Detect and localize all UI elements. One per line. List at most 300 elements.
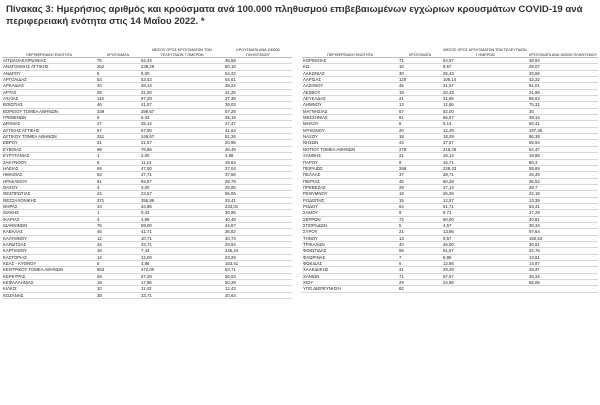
cases-cell: 37 <box>398 172 442 178</box>
cases-cell: 38 <box>96 292 140 298</box>
region-name-cell: ΖΑΚΥΝΘΟΥ <box>2 159 96 165</box>
cases-per-100k-cell: 44,67 <box>224 222 292 228</box>
cases-cell: 9 <box>398 159 442 165</box>
region-name-cell: ΑΝΑΤΟΛΙΚΗΣ ΑΤΤΙΚΗΣ <box>2 64 96 70</box>
region-name-cell: ΔΥΤΙΚΟΥ ΤΟΜΕΑ ΑΘΗΝΩΝ <box>2 134 96 140</box>
cases-per-100k-cell: 18,88 <box>528 153 598 159</box>
cases-cell: 21 <box>398 229 442 235</box>
cases-cell: 29 <box>398 280 442 286</box>
cases-per-100k-cell: 45,34 <box>528 273 598 279</box>
cases-per-100k-cell: 246,24 <box>224 248 292 254</box>
cases-per-100k-cell: 39,03 <box>224 102 292 108</box>
cases-per-100k-cell: 37,04 <box>224 165 292 171</box>
cases-cell: 24 <box>96 191 140 197</box>
region-name-cell: ΤΗΝΟΥ <box>302 235 398 241</box>
region-name-cell: ΕΒΡΟΥ <box>2 140 96 146</box>
cases-per-100k-cell: 38,34 <box>528 222 598 228</box>
seven-day-average-cell: 472,00 <box>140 267 224 273</box>
cases-cell: 64 <box>398 203 442 209</box>
cases-cell: 31 <box>398 267 442 273</box>
seven-day-average-cell: 13,86 <box>442 229 528 235</box>
seven-day-average-cell: 51,57 <box>442 248 528 254</box>
column-header-region: ΠΕΡΙΦΕΡΕΙΑΚΗ ΕΝΟΤΗΤΑ <box>2 40 96 58</box>
region-name-cell: ΘΗΡΑΣ <box>2 203 96 209</box>
column-header-cases-per-100k: ΚΡΟΥΣΜΑΤΑ ΑΝΑ 100000 ΠΛΗΘΥΣΜΟΥ <box>224 40 292 58</box>
cases-cell: 7 <box>398 254 442 260</box>
region-name-cell: ΘΑΣΟΥ <box>2 184 96 190</box>
cases-per-100k-cell: 25,19 <box>224 115 292 121</box>
cases-per-100k-cell: 13,39 <box>528 197 598 203</box>
seven-day-average-cell: 23,57 <box>140 191 224 197</box>
cases-cell: 4 <box>96 216 140 222</box>
cases-per-100k-cell: 88,63 <box>528 96 598 102</box>
region-name-cell: ΚΙΛΚΙΣ <box>2 286 96 292</box>
region-name-cell: ΥΠΟ ΔΙΕΡΕΥΝΗΣΗ <box>302 286 398 292</box>
seven-day-average-cell: 66,57 <box>442 115 528 121</box>
seven-day-average-cell: 12,29 <box>442 127 528 133</box>
seven-day-average-cell: 57,29 <box>140 273 224 279</box>
cases-per-100k-cell: 61,01 <box>528 83 598 89</box>
cases-per-100k-cell: 59,69 <box>528 165 598 171</box>
cases-cell: 1 <box>96 153 140 159</box>
seven-day-average-cell: 28,14 <box>140 83 224 89</box>
cases-per-100k-cell: 57,29 <box>224 108 292 114</box>
seven-day-average-cell: 27,14 <box>442 184 528 190</box>
seven-day-average-cell: 355,86 <box>140 197 224 203</box>
cases-cell: 30 <box>398 70 442 76</box>
cases-per-100k-cell: 30,95 <box>224 210 292 216</box>
region-name-cell: ΚΕΦΑΛΛΗΝΙΑΣ <box>2 280 96 286</box>
cases-per-100k-cell: 27,47 <box>224 121 292 127</box>
region-name-cell: ΙΩΑΝΝΙΝΩΝ <box>2 222 96 228</box>
cases-cell: 46 <box>96 102 140 108</box>
cases-per-100k-cell: 51,26 <box>224 134 292 140</box>
cases-cell: 252 <box>96 64 140 70</box>
cases-cell: 12 <box>96 254 140 260</box>
cases-per-100k-cell: 53,71 <box>224 267 292 273</box>
region-name-cell: ΚΟΡΙΝΘΙΑΣ <box>302 58 398 64</box>
region-name-cell: ΡΟΔΟΥ <box>302 203 398 209</box>
cases-per-100k-cell: 4,98 <box>224 153 292 159</box>
region-name-cell: ΝΗΣΩΝ <box>302 140 398 146</box>
cases-per-100k-cell: 86,38 <box>528 134 598 140</box>
region-name-cell: ΤΡΙΚΑΛΩΝ <box>302 241 398 247</box>
seven-day-average-cell: 21,86 <box>442 96 528 102</box>
seven-day-average-cell: 4,86 <box>140 216 224 222</box>
cases-cell: 19 <box>398 191 442 197</box>
seven-day-average-cell: 53,43 <box>140 77 224 83</box>
region-name-cell: ΒΟΙΩΤΙΑΣ <box>2 102 96 108</box>
seven-day-average-cell: 3,86 <box>140 261 224 267</box>
cases-per-100k-cell: 55,06 <box>224 191 292 197</box>
seven-day-average-cell: 9,57 <box>442 235 528 241</box>
region-name-cell: ΙΘΑΚΗΣ <box>2 210 96 216</box>
region-name-cell: ΑΡΓΟΛΙΔΑΣ <box>2 77 96 83</box>
cases-per-100k-cell: 29,07 <box>528 64 598 70</box>
region-name-cell: ΚΕΝΤΡΙΚΟΥ ΤΟΜΕΑ ΑΘΗΝΩΝ <box>2 267 96 273</box>
cases-per-100k-cell: 50,10 <box>224 64 292 70</box>
cases-per-100k-cell: 48,94 <box>528 58 598 64</box>
cases-cell: 13 <box>398 235 442 241</box>
cases-per-100k-cell: 33,66 <box>528 70 598 76</box>
cases-per-100k-cell: 34,76 <box>528 248 598 254</box>
left-data-table <box>2 40 292 299</box>
cases-cell: 55 <box>398 248 442 254</box>
region-name-cell: ΛΑΡΙΣΑΣ <box>302 77 398 83</box>
region-name-cell: ΗΡΑΚΛΕΙΟΥ <box>2 178 96 184</box>
region-name-cell: ΑΧΑΪΑΣ <box>2 96 96 102</box>
cases-per-100k-cell: 48,7 <box>528 184 598 190</box>
seven-day-average-cell: 45,00 <box>442 241 528 247</box>
region-name-cell: ΦΘΙΩΤΙΔΑΣ <box>302 248 398 254</box>
seven-day-average-cell: 3,00 <box>140 184 224 190</box>
cases-per-100k-cell: 41,63 <box>224 127 292 133</box>
region-name-cell: ΣΑΜΟΥ <box>302 210 398 216</box>
seven-day-average-cell: 26,43 <box>442 70 528 76</box>
region-name-cell: ΧΙΟΥ <box>302 280 398 286</box>
seven-day-average-cell: 20,43 <box>442 89 528 95</box>
cases-cell: 18 <box>96 248 140 254</box>
right-data-table <box>302 40 598 293</box>
cases-cell: 120 <box>398 77 442 83</box>
region-name-cell: ΛΑΣΙΘΙΟΥ <box>302 83 398 89</box>
region-name-cell: ΠΑΡΟΥ <box>302 159 398 165</box>
region-name-cell: ΔΡΑΜΑΣ <box>2 121 96 127</box>
seven-day-average-cell: 7,43 <box>140 248 224 254</box>
region-name-cell: ΘΕΣΠΡΩΤΙΑΣ <box>2 191 96 197</box>
region-name-cell: ΠΙΕΡΙΑΣ <box>302 178 398 184</box>
cases-per-100k-cell: 28,37 <box>528 267 598 273</box>
region-name-cell: ΚΕΑΣ - ΚΥΘΝΟΥ <box>2 261 96 267</box>
seven-day-average-cell: 47,00 <box>140 165 224 171</box>
seven-day-average-cell: 245,57 <box>140 134 224 140</box>
cases-cell: 71 <box>398 273 442 279</box>
seven-day-average-cell: 106,14 <box>442 77 528 83</box>
cases-cell: 10 <box>398 64 442 70</box>
cases-per-100k-cell: 13,61 <box>528 254 598 260</box>
cases-per-100k-cell: 39,22 <box>224 83 292 89</box>
cases-per-100k-cell: 19,63 <box>224 159 292 165</box>
region-name-cell: ΡΟΔΟΠΗΣ <box>302 197 398 203</box>
cases-cell: 44 <box>96 203 140 209</box>
cases-per-100k-cell: 37,38 <box>224 96 292 102</box>
seven-day-average-cell: 12,86 <box>442 261 528 267</box>
cases-per-100k-cell: 52,47 <box>528 146 598 152</box>
cases-cell: 28 <box>398 184 442 190</box>
cases-cell: 1 <box>96 210 140 216</box>
cases-cell: 5 <box>96 70 140 76</box>
region-name-cell: ΣΥΡΟΥ <box>302 229 398 235</box>
seven-day-average-cell: 24,86 <box>442 280 528 286</box>
right-table-body <box>302 58 598 293</box>
seven-day-average-cell: 62,43 <box>140 58 224 64</box>
region-name-cell: ΜΗΛΟΥ <box>302 121 398 127</box>
region-name-cell: ΒΟΡΕΙΟΥ ΤΟΜΕΑ ΑΘΗΝΩΝ <box>2 108 96 114</box>
region-name-cell: ΞΑΝΘΗΣ <box>302 153 398 159</box>
cases-cell: 10 <box>96 286 140 292</box>
cases-cell: 31 <box>96 140 140 146</box>
column-header-region: ΠΕΡΙΦΕΡΕΙΑΚΗ ΕΝΟΤΗΤΑ <box>302 40 398 58</box>
region-name-cell: ΚΩ <box>302 64 398 70</box>
cases-cell: 8 <box>96 159 140 165</box>
cases-per-100k-cell: 26,49 <box>528 172 598 178</box>
seven-day-average-cell: 33,71 <box>140 241 224 247</box>
column-header-cases-per-100k: ΚΡΟΥΣΜΑΤΑ ΑΝΑ 100000 ΠΛΗΘΥΣΜΟΥ <box>528 40 598 58</box>
seven-day-average-cell: 41,57 <box>140 102 224 108</box>
cases-cell: 27 <box>96 121 140 127</box>
seven-day-average-cell: 12,86 <box>442 102 528 108</box>
column-header-seven-day-average: ΜΕΣΟΣ ΟΡΟΣ ΚΡΟΥΣΜΑΤΩΝ ΤΩΝ ΤΕΛΕΥΤΑΙΩΝ 7 ΗΜΕΡΩΝ <box>442 40 528 58</box>
cases-per-100k-cell: 30 <box>528 108 598 114</box>
cases-cell: 251 <box>96 134 140 140</box>
region-name-cell: ΧΑΝΙΩΝ <box>302 273 398 279</box>
region-name-cell: ΛΕΣΒΟΥ <box>302 89 398 95</box>
cases-per-100k-cell: 150,53 <box>528 235 598 241</box>
table-row <box>2 292 292 298</box>
cases-per-100k-cell: 27,29 <box>528 210 598 216</box>
cases-cell: 75 <box>96 222 140 228</box>
seven-day-average-cell: 78,86 <box>140 146 224 152</box>
cases-cell: 75 <box>96 58 140 64</box>
cases-per-100k-cell: 60,3 <box>528 159 598 165</box>
cases-cell: 21 <box>398 96 442 102</box>
region-name-cell: ΗΜΑΘΙΑΣ <box>2 172 96 178</box>
seven-day-average-cell: 50,29 <box>442 178 528 184</box>
cases-per-100k-cell: 46,49 <box>224 146 292 152</box>
cases-per-100k-cell <box>528 286 598 292</box>
region-name-cell: ΚΑΡΠΑΘΟΥ <box>2 248 96 254</box>
cases-per-100k-cell: 20,64 <box>224 292 292 298</box>
region-name-cell: ΚΑΡΔΙΤΣΑΣ <box>2 241 96 247</box>
region-name-cell: ΜΕΣΣΗΝΙΑΣ <box>302 115 398 121</box>
cases-per-100k-cell: 55,06 <box>528 280 598 286</box>
cases-cell: 9 <box>398 210 442 216</box>
seven-day-average-cell: 18,29 <box>442 134 528 140</box>
region-name-cell: ΜΑΓΝΗΣΙΑΣ <box>302 108 398 114</box>
cases-cell: 72 <box>398 216 442 222</box>
seven-day-average-cell: 5,14 <box>442 121 528 127</box>
cases-per-100k-cell: 14,87 <box>528 261 598 267</box>
seven-day-average-cell: 59,00 <box>140 222 224 228</box>
seven-day-average-cell: 11,43 <box>140 286 224 292</box>
seven-day-average-cell: 2,00 <box>140 153 224 159</box>
seven-day-average-cell: 64,57 <box>442 58 528 64</box>
cases-cell: 278 <box>398 146 442 152</box>
cases-cell: 116 <box>96 96 140 102</box>
cases-per-100k-cell: 30,51 <box>528 241 598 247</box>
cases-per-100k-cell: 29,79 <box>224 178 292 184</box>
region-name-cell: ΠΕΙΡΑΙΩΣ <box>302 165 398 171</box>
region-name-cell: ΦΛΩΡΙΝΑΣ <box>302 254 398 260</box>
cases-per-100k-cell: 58,94 <box>528 140 598 146</box>
cases-cell: 12 <box>96 235 140 241</box>
column-header-cases: ΚΡΟΥΣΜΑΤΑ <box>96 40 140 58</box>
seven-day-average-cell: 60,00 <box>442 216 528 222</box>
region-name-cell: ΜΥΚΟΝΟΥ <box>302 127 398 133</box>
seven-day-average-cell: 10,71 <box>140 235 224 241</box>
seven-day-average-cell: 12,00 <box>140 254 224 260</box>
table-row <box>302 286 598 292</box>
cases-per-100k-cell: 97,64 <box>528 229 598 235</box>
cases-per-100k-cell: 60,41 <box>528 121 598 127</box>
cases-per-100k-cell: 37,69 <box>224 172 292 178</box>
cases-per-100k-cell: 40,48 <box>224 216 292 222</box>
seven-day-average-cell: 92,57 <box>140 178 224 184</box>
seven-day-average-cell: 38,71 <box>442 172 528 178</box>
cases-per-100k-cell: 53,41 <box>528 203 598 209</box>
cases-per-100k-cell: 153,41 <box>224 261 292 267</box>
region-name-cell: ΔΥΤΙΚΗΣ ΑΤΤΙΚΗΣ <box>2 127 96 133</box>
cases-per-100k-cell: 36,82 <box>224 229 292 235</box>
seven-day-average-cell: 67,57 <box>442 273 528 279</box>
region-name-cell: ΠΡΕΒΕΖΑΣ <box>302 184 398 190</box>
seven-day-average-cell: 286,57 <box>140 108 224 114</box>
seven-day-average-cell: 218,29 <box>442 146 528 152</box>
region-name-cell: ΦΩΚΙΔΑΣ <box>302 261 398 267</box>
cases-cell: 45 <box>398 178 442 184</box>
region-name-cell: ΛΑΚΩΝΙΑΣ <box>302 70 398 76</box>
cases-per-100k-cell: 54,61 <box>224 77 292 83</box>
region-name-cell: ΧΑΛΚΙΔΙΚΗΣ <box>302 267 398 273</box>
cases-cell: 13 <box>398 102 442 108</box>
cases-per-100k-cell: 12,43 <box>224 286 292 292</box>
region-name-cell: ΣΠΟΡΑΔΩΝ <box>302 222 398 228</box>
cases-cell: 371 <box>96 197 140 203</box>
cases-cell: 339 <box>96 108 140 114</box>
region-name-cell: ΛΕΥΚΑΔΑΣ <box>302 96 398 102</box>
cases-cell: 19 <box>398 89 442 95</box>
cases-per-100k-cell: 29,05 <box>224 184 292 190</box>
column-header-cases: ΚΡΟΥΣΜΑΤΑ <box>398 40 442 58</box>
region-name-cell: ΚΕΡΚΥΡΑΣ <box>2 273 96 279</box>
cases-cell: 40 <box>398 241 442 247</box>
cases-per-100k-cell: 233,01 <box>224 203 292 209</box>
cases-per-100k-cell: 21,98 <box>528 89 598 95</box>
seven-day-average-cell: 6,43 <box>140 115 224 121</box>
cases-per-100k-cell: 41,25 <box>224 89 292 95</box>
seven-day-average-cell: 34,86 <box>140 203 224 209</box>
left-table-body <box>2 58 292 299</box>
cases-per-100k-cell: 40,81 <box>528 216 598 222</box>
seven-day-average-cell: 67,00 <box>140 127 224 133</box>
seven-day-average-cell: 37,57 <box>442 140 528 146</box>
cases-cell: 15 <box>398 197 442 203</box>
cases-per-100k-cell: 42,22 <box>528 77 598 83</box>
seven-day-average-cell: 0,43 <box>140 210 224 216</box>
region-name-cell: ΕΥΡΥΤΑΝΙΑΣ <box>2 153 96 159</box>
cases-cell: 82 <box>398 286 442 292</box>
table-caption: Πίνακας 3: Ημερήσιος αριθμός και κρούσματα ανά 100.000 πληθυσμού επιβεβαιωμένων εγχώριων κρουσμάτων COVID-19 ανά περιφερειακή ενότητα στις 14 Μαΐου 2022. * <box>6 4 583 27</box>
cases-cell: 6 <box>398 261 442 267</box>
region-name-cell: ΚΑΣΤΟΡΙΑΣ <box>2 254 96 260</box>
cases-per-100k-cell: 197,36 <box>528 127 598 133</box>
seven-day-average-cell: 228,43 <box>442 165 528 171</box>
seven-day-average-cell: 16,71 <box>442 159 528 165</box>
region-name-cell: ΣΕΡΡΩΝ <box>302 216 398 222</box>
seven-day-average-cell: 52,00 <box>442 108 528 114</box>
region-name-cell: ΠΕΛΛΑΣ <box>302 172 398 178</box>
cases-per-100k-cell: 35,58 <box>224 58 292 64</box>
seven-day-average-cell: 16,14 <box>442 153 528 159</box>
seven-day-average-cell: 41,71 <box>140 229 224 235</box>
cases-cell: 61 <box>398 115 442 121</box>
cases-cell: 67 <box>96 127 140 133</box>
region-name-cell: ΑΙΤΩΛΟΑΚΑΡΝΑΝΙΑΣ <box>2 58 96 64</box>
cases-cell: 553 <box>96 267 140 273</box>
cases-cell: 6 <box>398 121 442 127</box>
cases-cell: 4 <box>96 184 140 190</box>
cases-per-100k-cell: 23,28 <box>224 254 292 260</box>
seven-day-average-cell: 4,57 <box>442 222 528 228</box>
region-name-cell: ΚΑΒΑΛΑΣ <box>2 229 96 235</box>
seven-day-average-cell: 33,71 <box>140 292 224 298</box>
region-name-cell: ΓΡΕΒΕΝΩΝ <box>2 115 96 121</box>
region-name-cell: ΕΥΒΟΙΑΣ <box>2 146 96 152</box>
seven-day-average-cell: 11,14 <box>140 159 224 165</box>
seven-day-average-cell: 12,57 <box>442 197 528 203</box>
region-name-cell: ΑΡΤΑΣ <box>2 89 96 95</box>
cases-per-100k-cell: 29,94 <box>224 241 292 247</box>
seven-day-average-cell: 25,14 <box>140 121 224 127</box>
seven-day-average-cell: 97,29 <box>140 96 224 102</box>
seven-day-average-cell: 8,86 <box>442 254 528 260</box>
cases-cell: 46 <box>398 83 442 89</box>
cases-cell: 44 <box>398 140 442 146</box>
seven-day-average-cell: 61,71 <box>442 203 528 209</box>
cases-cell: 46 <box>96 229 140 235</box>
cases-per-100k-cell: 20,95 <box>224 140 292 146</box>
region-name-cell: ΑΡΚΑΔΙΑΣ <box>2 83 96 89</box>
seven-day-average-cell: 17,86 <box>140 280 224 286</box>
region-name-cell: ΗΛΕΙΑΣ <box>2 165 96 171</box>
cases-cell: 28 <box>96 89 140 95</box>
cases-cell: 20 <box>398 127 442 133</box>
cases-cell: 53 <box>96 77 140 83</box>
header-row <box>302 40 598 58</box>
cases-per-100k-cell: 54,22 <box>224 70 292 76</box>
cases-cell: 34 <box>96 241 140 247</box>
cases-cell: 71 <box>398 58 442 64</box>
cases-cell: 91 <box>96 178 140 184</box>
cases-per-100k-cell: 40,74 <box>224 235 292 241</box>
cases-cell: 59 <box>96 273 140 279</box>
region-name-cell: ΙΚΑΡΙΑΣ <box>2 216 96 222</box>
seven-day-average-cell: 47,71 <box>140 172 224 178</box>
cases-cell: 5 <box>398 222 442 228</box>
cases-per-100k-cell: 75,31 <box>528 102 598 108</box>
seven-day-average-cell: 31,00 <box>140 89 224 95</box>
header-row <box>2 40 292 58</box>
seven-day-average-cell: 31,57 <box>140 140 224 146</box>
cases-cell: 18 <box>398 134 442 140</box>
cases-cell: 59 <box>96 165 140 171</box>
region-name-cell: ΝΑΞΟΥ <box>302 134 398 140</box>
seven-day-average-cell: 29,29 <box>442 267 528 273</box>
cases-cell: 53 <box>96 172 140 178</box>
seven-day-average-cell: 8,00 <box>140 70 224 76</box>
cases-cell: 21 <box>398 153 442 159</box>
region-name-cell: ΘΕΣΣΑΛΟΝΙΚΗΣ <box>2 197 96 203</box>
cases-cell: 8 <box>96 115 140 121</box>
cases-per-100k-cell: 33,41 <box>224 197 292 203</box>
seven-day-average-cell: 31,57 <box>442 83 528 89</box>
region-name-cell: ΚΟΖΑΝΗΣ <box>2 292 96 298</box>
cases-cell: 34 <box>96 83 140 89</box>
cases-per-100k-cell: 38,14 <box>528 115 598 121</box>
seven-day-average-cell: 238,29 <box>140 64 224 70</box>
region-name-cell: ΚΑΛΥΜΝΟΥ <box>2 235 96 241</box>
region-name-cell: ΝΟΤΙΟΥ ΤΟΜΕΑ ΑΘΗΝΩΝ <box>302 146 398 152</box>
